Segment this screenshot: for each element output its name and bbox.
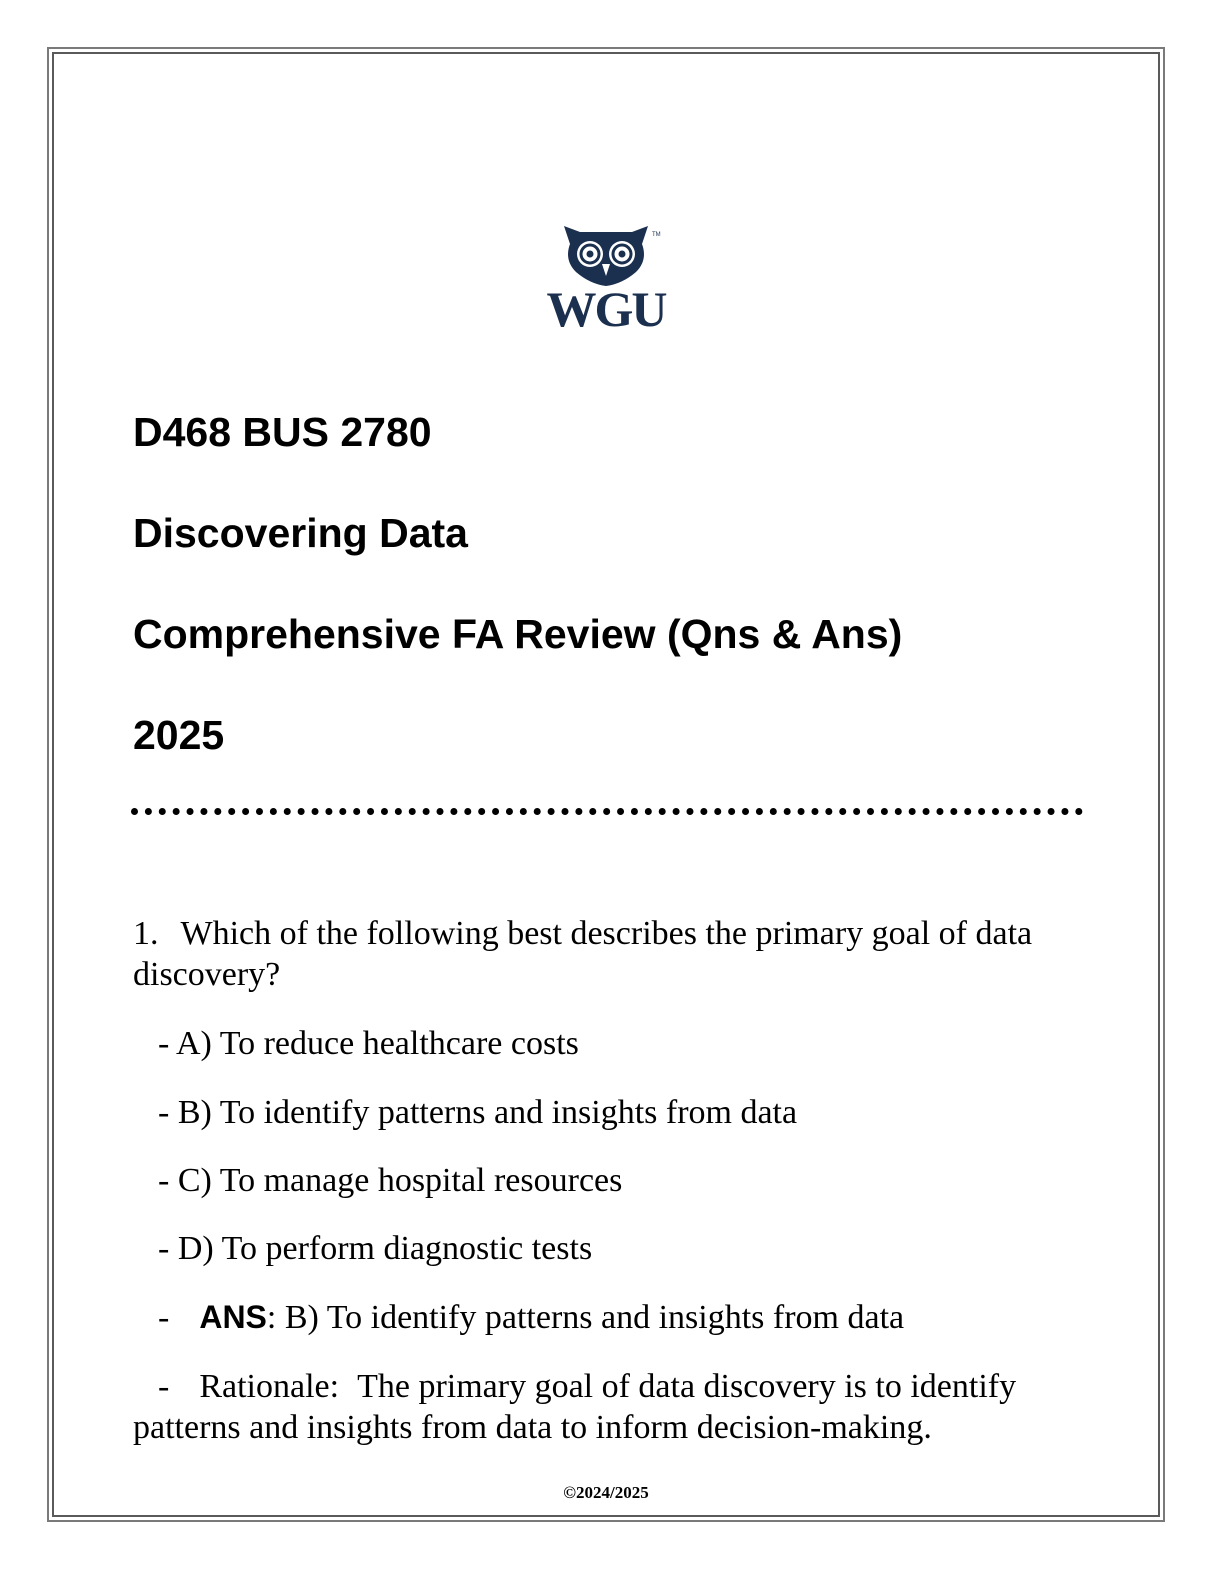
question-number: 1. (133, 915, 159, 952)
option-d: - D) To perform diagnostic tests (158, 1230, 593, 1267)
rationale-text: The primary goal of data discovery is to identify patterns and insights from data to inform decision-making. (133, 1368, 1017, 1446)
option-c: - C) To manage hospital resources (158, 1162, 623, 1199)
course-code: D468 BUS 2780 (133, 409, 432, 455)
document-year: 2025 (133, 712, 225, 758)
answer-label: ANS (199, 1299, 267, 1335)
dotted-divider (131, 808, 1083, 815)
svg-text:TM: TM (652, 232, 661, 238)
question-text: Which of the following best describes the primary goal of data discovery? (133, 915, 1033, 993)
wgu-owl-logo (540, 222, 672, 334)
rationale-label: Rationale: (199, 1368, 340, 1405)
option-b: - B) To identify patterns and insights from data (158, 1094, 798, 1131)
wgu-logo-text: WGU (546, 281, 666, 334)
rationale (133, 1366, 1093, 1448)
rationale-dash: - (158, 1368, 170, 1405)
course-title: Discovering Data (133, 510, 468, 556)
question-1 (133, 913, 1093, 995)
answer-text: : B) To identify patterns and insights from data (266, 1299, 905, 1336)
answer-dash: - (158, 1299, 170, 1336)
document-subtitle: Comprehensive FA Review (Qns & Ans) (133, 611, 903, 657)
answer-line (158, 1297, 904, 1338)
option-a: - A) To reduce healthcare costs (158, 1025, 579, 1062)
copyright-footer: ©2024/2025 (563, 1483, 649, 1502)
